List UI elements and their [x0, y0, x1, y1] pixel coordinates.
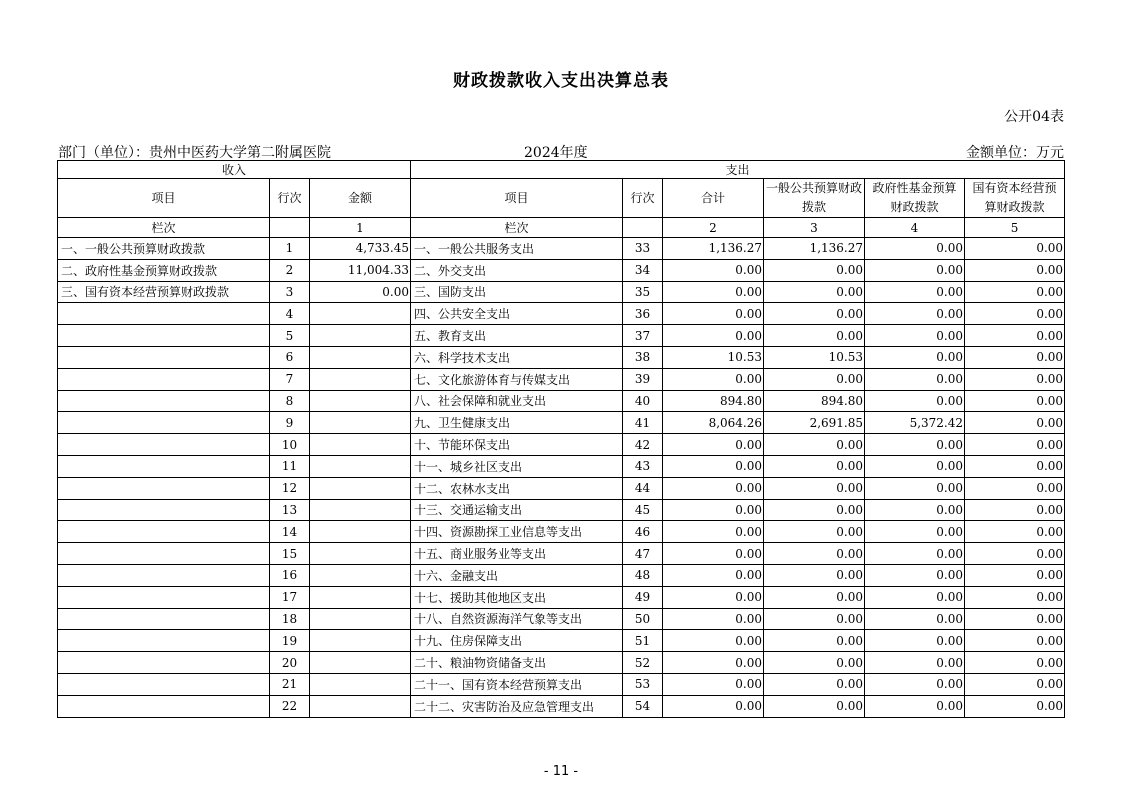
- income-item-cell: [58, 608, 270, 630]
- state-capital-amount-cell: 0.00: [965, 412, 1065, 434]
- fiscal-year: 2024年度: [524, 145, 588, 161]
- table-row: [58, 238, 1065, 260]
- income-item-cell: [58, 368, 270, 390]
- total-amount-cell: 0.00: [663, 455, 764, 477]
- table-row: [58, 499, 1065, 521]
- total-amount-cell: 0.00: [663, 325, 764, 347]
- total-amount-cell: 0.00: [663, 434, 764, 456]
- state-capital-amount-cell: 0.00: [965, 521, 1065, 543]
- general-budget-amount-cell: 0.00: [764, 652, 865, 674]
- state-capital-amount-cell: 0.00: [965, 586, 1065, 608]
- income-amount-cell: [310, 346, 411, 368]
- total-amount-cell: 10.53: [663, 346, 764, 368]
- gov-fund-amount-cell: 0.00: [865, 499, 965, 521]
- general-budget-amount-cell: 0.00: [764, 325, 865, 347]
- table-row: [58, 281, 1065, 303]
- expense-item-cell: 十七、援助其他地区支出: [411, 586, 623, 608]
- expense-line-cell: 35: [623, 281, 663, 303]
- expense-line-cell: 46: [623, 521, 663, 543]
- income-line-cell: 3: [270, 281, 310, 303]
- department-label: 部门（单位）：贵州中医药大学第二附属医院: [58, 145, 331, 161]
- income-item-cell: [58, 346, 270, 368]
- expense-item-cell: 五、教育支出: [411, 325, 623, 347]
- general-budget-amount-cell: 0.00: [764, 499, 865, 521]
- gov-fund-amount-cell: 0.00: [865, 346, 965, 368]
- income-amount-cell: [310, 455, 411, 477]
- budget-summary-table: [57, 160, 1065, 718]
- total-amount-cell: 0.00: [663, 543, 764, 565]
- gov-fund-amount-cell: 5,372.42: [865, 412, 965, 434]
- income-item-cell: 一、一般公共预算财政拨款: [58, 238, 270, 260]
- total-amount-cell: 0.00: [663, 652, 764, 674]
- total-amount-cell: 0.00: [663, 521, 764, 543]
- gov-fund-amount-cell: 0.00: [865, 368, 965, 390]
- income-item-cell: [58, 543, 270, 565]
- state-capital-amount-cell: 0.00: [965, 499, 1065, 521]
- column-index-row: [58, 218, 1065, 238]
- table-row: [58, 346, 1065, 368]
- general-budget-amount-cell: 1,136.27: [764, 238, 865, 260]
- state-capital-amount-cell: 0.00: [965, 695, 1065, 717]
- income-amount-cell: [310, 695, 411, 717]
- gov-fund-amount-cell: 0.00: [865, 259, 965, 281]
- total-amount-cell: 0.00: [663, 673, 764, 695]
- gov-fund-amount-cell: 0.00: [865, 608, 965, 630]
- expense-line-cell: 33: [623, 238, 663, 260]
- expense-item-cell: 十一、城乡社区支出: [411, 455, 623, 477]
- income-line-cell: 11: [270, 455, 310, 477]
- col-index-1: 1: [310, 218, 411, 238]
- gov-fund-amount-cell: 0.00: [865, 695, 965, 717]
- expense-line-cell: 34: [623, 259, 663, 281]
- expense-line-cell: 41: [623, 412, 663, 434]
- general-budget-amount-cell: 0.00: [764, 695, 865, 717]
- state-capital-amount-cell: 0.00: [965, 303, 1065, 325]
- col-index-4: 4: [865, 218, 965, 238]
- income-item-cell: [58, 303, 270, 325]
- state-capital-amount-cell: 0.00: [965, 368, 1065, 390]
- expense-item-cell: 十八、自然资源海洋气象等支出: [411, 608, 623, 630]
- expense-line-cell: 44: [623, 477, 663, 499]
- section-header-row: [58, 161, 1065, 179]
- income-line-cell: 4: [270, 303, 310, 325]
- income-line-cell: 18: [270, 608, 310, 630]
- general-budget-amount-cell: 0.00: [764, 586, 865, 608]
- income-item-cell: [58, 695, 270, 717]
- gov-fund-amount-cell: 0.00: [865, 455, 965, 477]
- general-budget-amount-cell: 0.00: [764, 368, 865, 390]
- income-item-cell: [58, 325, 270, 347]
- page-title: 财政拨款收入支出决算总表: [453, 71, 669, 91]
- gov-fund-amount-cell: 0.00: [865, 521, 965, 543]
- income-line-cell: 12: [270, 477, 310, 499]
- expense-line-header: 行次: [623, 179, 663, 218]
- table-row: [58, 412, 1065, 434]
- income-item-cell: 三、国有资本经营预算财政拨款: [58, 281, 270, 303]
- income-item-cell: [58, 564, 270, 586]
- gov-fund-amount-cell: 0.00: [865, 390, 965, 412]
- expense-item-cell: 九、卫生健康支出: [411, 412, 623, 434]
- gov-fund-amount-cell: 0.00: [865, 543, 965, 565]
- income-item-cell: [58, 586, 270, 608]
- expense-item-cell: 二十二、灾害防治及应急管理支出: [411, 695, 623, 717]
- income-amount-cell: [310, 652, 411, 674]
- income-item-cell: [58, 455, 270, 477]
- expense-item-cell: 十二、农林水支出: [411, 477, 623, 499]
- state-capital-header: 国有资本经营预算财政拨款: [965, 179, 1065, 218]
- table-row: [58, 325, 1065, 347]
- gov-fund-amount-cell: 0.00: [865, 586, 965, 608]
- income-amount-cell: 4,733.45: [310, 238, 411, 260]
- general-budget-amount-cell: 0.00: [764, 564, 865, 586]
- table-row: [58, 630, 1065, 652]
- expense-line-cell: 43: [623, 455, 663, 477]
- income-item-cell: [58, 652, 270, 674]
- gov-fund-amount-cell: 0.00: [865, 673, 965, 695]
- table-row: [58, 390, 1065, 412]
- income-item-cell: [58, 390, 270, 412]
- expense-line-index: [623, 218, 663, 238]
- expense-line-cell: 48: [623, 564, 663, 586]
- expense-item-cell: 六、科学技术支出: [411, 346, 623, 368]
- general-budget-amount-cell: 0.00: [764, 521, 865, 543]
- expense-line-cell: 47: [623, 543, 663, 565]
- income-line-cell: 5: [270, 325, 310, 347]
- total-amount-cell: 0.00: [663, 586, 764, 608]
- income-amount-cell: [310, 368, 411, 390]
- expense-item-cell: 一、一般公共服务支出: [411, 238, 623, 260]
- income-line-cell: 8: [270, 390, 310, 412]
- expense-item-cell: 四、公共安全支出: [411, 303, 623, 325]
- state-capital-amount-cell: 0.00: [965, 630, 1065, 652]
- income-amount-cell: [310, 630, 411, 652]
- general-budget-amount-cell: 0.00: [764, 543, 865, 565]
- state-capital-amount-cell: 0.00: [965, 259, 1065, 281]
- income-amount-cell: [310, 499, 411, 521]
- income-item-cell: [58, 673, 270, 695]
- income-line-cell: 15: [270, 543, 310, 565]
- gov-fund-amount-cell: 0.00: [865, 630, 965, 652]
- income-line-cell: 10: [270, 434, 310, 456]
- expense-line-cell: 37: [623, 325, 663, 347]
- expense-line-cell: 42: [623, 434, 663, 456]
- total-header: 合计: [663, 179, 764, 218]
- expense-item-cell: 三、国防支出: [411, 281, 623, 303]
- total-amount-cell: 8,064.26: [663, 412, 764, 434]
- income-item-cell: [58, 434, 270, 456]
- income-line-cell: 19: [270, 630, 310, 652]
- total-amount-cell: 0.00: [663, 695, 764, 717]
- income-amount-cell: [310, 564, 411, 586]
- income-line-cell: 7: [270, 368, 310, 390]
- expense-item-cell: 二十一、国有资本经营预算支出: [411, 673, 623, 695]
- income-item-cell: [58, 412, 270, 434]
- gov-fund-amount-cell: 0.00: [865, 434, 965, 456]
- table-row: [58, 455, 1065, 477]
- general-budget-amount-cell: 0.00: [764, 477, 865, 499]
- total-amount-cell: 0.00: [663, 630, 764, 652]
- income-line-cell: 14: [270, 521, 310, 543]
- income-amount-header: 金额: [310, 179, 411, 218]
- income-amount-cell: [310, 303, 411, 325]
- state-capital-amount-cell: 0.00: [965, 455, 1065, 477]
- total-amount-cell: 0.00: [663, 368, 764, 390]
- income-amount-cell: [310, 477, 411, 499]
- income-amount-cell: 11,004.33: [310, 259, 411, 281]
- total-amount-cell: 1,136.27: [663, 238, 764, 260]
- gov-fund-amount-cell: 0.00: [865, 564, 965, 586]
- gov-fund-amount-cell: 0.00: [865, 281, 965, 303]
- general-budget-amount-cell: 0.00: [764, 673, 865, 695]
- income-line-cell: 13: [270, 499, 310, 521]
- income-line-index: [270, 218, 310, 238]
- table-row: [58, 673, 1065, 695]
- expense-line-cell: 51: [623, 630, 663, 652]
- expense-lan-ci: 栏次: [411, 218, 623, 238]
- table-row: [58, 608, 1065, 630]
- col-index-3: 3: [764, 218, 865, 238]
- expense-line-cell: 52: [623, 652, 663, 674]
- income-line-cell: 2: [270, 259, 310, 281]
- general-budget-amount-cell: 2,691.85: [764, 412, 865, 434]
- income-section-header: 收入: [58, 161, 411, 179]
- expense-line-cell: 36: [623, 303, 663, 325]
- table-row: [58, 521, 1065, 543]
- income-amount-cell: [310, 608, 411, 630]
- expense-item-cell: 七、文化旅游体育与传媒支出: [411, 368, 623, 390]
- general-budget-amount-cell: 10.53: [764, 346, 865, 368]
- expense-item-cell: 十四、资源勘探工业信息等支出: [411, 521, 623, 543]
- expense-line-cell: 49: [623, 586, 663, 608]
- state-capital-amount-cell: 0.00: [965, 390, 1065, 412]
- expense-item-cell: 十五、商业服务业等支出: [411, 543, 623, 565]
- state-capital-amount-cell: 0.00: [965, 477, 1065, 499]
- expense-item-cell: 八、社会保障和就业支出: [411, 390, 623, 412]
- table-row: [58, 543, 1065, 565]
- state-capital-amount-cell: 0.00: [965, 281, 1065, 303]
- table-row: [58, 477, 1065, 499]
- table-row: [58, 303, 1065, 325]
- form-number: 公开04表: [1004, 109, 1064, 125]
- income-amount-cell: [310, 434, 411, 456]
- income-amount-cell: 0.00: [310, 281, 411, 303]
- income-line-cell: 6: [270, 346, 310, 368]
- expense-line-cell: 53: [623, 673, 663, 695]
- expense-item-header: 项目: [411, 179, 623, 218]
- income-amount-cell: [310, 673, 411, 695]
- state-capital-amount-cell: 0.00: [965, 673, 1065, 695]
- expense-item-cell: 十六、金融支出: [411, 564, 623, 586]
- general-budget-header: 一般公共预算财政拨款: [764, 179, 865, 218]
- general-budget-amount-cell: 0.00: [764, 455, 865, 477]
- expense-line-cell: 39: [623, 368, 663, 390]
- expense-item-cell: 二十、粮油物资储备支出: [411, 652, 623, 674]
- income-amount-cell: [310, 521, 411, 543]
- income-amount-cell: [310, 543, 411, 565]
- page-number: - 11 -: [543, 764, 579, 779]
- income-line-cell: 9: [270, 412, 310, 434]
- gov-fund-header: 政府性基金预算财政拨款: [865, 179, 965, 218]
- income-line-cell: 22: [270, 695, 310, 717]
- income-amount-cell: [310, 390, 411, 412]
- income-line-cell: 17: [270, 586, 310, 608]
- state-capital-amount-cell: 0.00: [965, 608, 1065, 630]
- total-amount-cell: 894.80: [663, 390, 764, 412]
- general-budget-amount-cell: 894.80: [764, 390, 865, 412]
- income-line-cell: 20: [270, 652, 310, 674]
- gov-fund-amount-cell: 0.00: [865, 303, 965, 325]
- table-row: [58, 564, 1065, 586]
- income-line-cell: 21: [270, 673, 310, 695]
- income-lan-ci: 栏次: [58, 218, 270, 238]
- expense-line-cell: 45: [623, 499, 663, 521]
- income-item-cell: [58, 477, 270, 499]
- general-budget-amount-cell: 0.00: [764, 434, 865, 456]
- expense-line-cell: 50: [623, 608, 663, 630]
- income-amount-cell: [310, 412, 411, 434]
- total-amount-cell: 0.00: [663, 499, 764, 521]
- general-budget-amount-cell: 0.00: [764, 281, 865, 303]
- amount-unit: 金额单位：万元: [966, 145, 1064, 161]
- table-row: [58, 259, 1065, 281]
- expense-line-cell: 40: [623, 390, 663, 412]
- state-capital-amount-cell: 0.00: [965, 564, 1065, 586]
- state-capital-amount-cell: 0.00: [965, 325, 1065, 347]
- general-budget-amount-cell: 0.00: [764, 630, 865, 652]
- income-item-cell: [58, 521, 270, 543]
- expense-line-cell: 38: [623, 346, 663, 368]
- state-capital-amount-cell: 0.00: [965, 238, 1065, 260]
- gov-fund-amount-cell: 0.00: [865, 652, 965, 674]
- gov-fund-amount-cell: 0.00: [865, 325, 965, 347]
- total-amount-cell: 0.00: [663, 608, 764, 630]
- state-capital-amount-cell: 0.00: [965, 434, 1065, 456]
- income-amount-cell: [310, 325, 411, 347]
- table-row: [58, 434, 1065, 456]
- income-amount-cell: [310, 586, 411, 608]
- income-line-cell: 16: [270, 564, 310, 586]
- income-item-cell: [58, 499, 270, 521]
- income-item-cell: [58, 630, 270, 652]
- expense-item-cell: 二、外交支出: [411, 259, 623, 281]
- column-header-row: [58, 179, 1065, 218]
- income-item-cell: 二、政府性基金预算财政拨款: [58, 259, 270, 281]
- col-index-5: 5: [965, 218, 1065, 238]
- total-amount-cell: 0.00: [663, 259, 764, 281]
- table-row: [58, 368, 1065, 390]
- general-budget-amount-cell: 0.00: [764, 259, 865, 281]
- state-capital-amount-cell: 0.00: [965, 652, 1065, 674]
- general-budget-amount-cell: 0.00: [764, 303, 865, 325]
- expense-item-cell: 十九、住房保障支出: [411, 630, 623, 652]
- state-capital-amount-cell: 0.00: [965, 543, 1065, 565]
- total-amount-cell: 0.00: [663, 564, 764, 586]
- income-item-header: 项目: [58, 179, 270, 218]
- table-row: [58, 586, 1065, 608]
- total-amount-cell: 0.00: [663, 477, 764, 499]
- total-amount-cell: 0.00: [663, 281, 764, 303]
- total-amount-cell: 0.00: [663, 303, 764, 325]
- general-budget-amount-cell: 0.00: [764, 608, 865, 630]
- expense-item-cell: 十三、交通运输支出: [411, 499, 623, 521]
- income-line-header: 行次: [270, 179, 310, 218]
- gov-fund-amount-cell: 0.00: [865, 238, 965, 260]
- income-line-cell: 1: [270, 238, 310, 260]
- expense-section-header: 支出: [411, 161, 1065, 179]
- gov-fund-amount-cell: 0.00: [865, 477, 965, 499]
- expense-line-cell: 54: [623, 695, 663, 717]
- col-index-2: 2: [663, 218, 764, 238]
- expense-item-cell: 十、节能环保支出: [411, 434, 623, 456]
- state-capital-amount-cell: 0.00: [965, 346, 1065, 368]
- table-row: [58, 652, 1065, 674]
- table-row: [58, 695, 1065, 717]
